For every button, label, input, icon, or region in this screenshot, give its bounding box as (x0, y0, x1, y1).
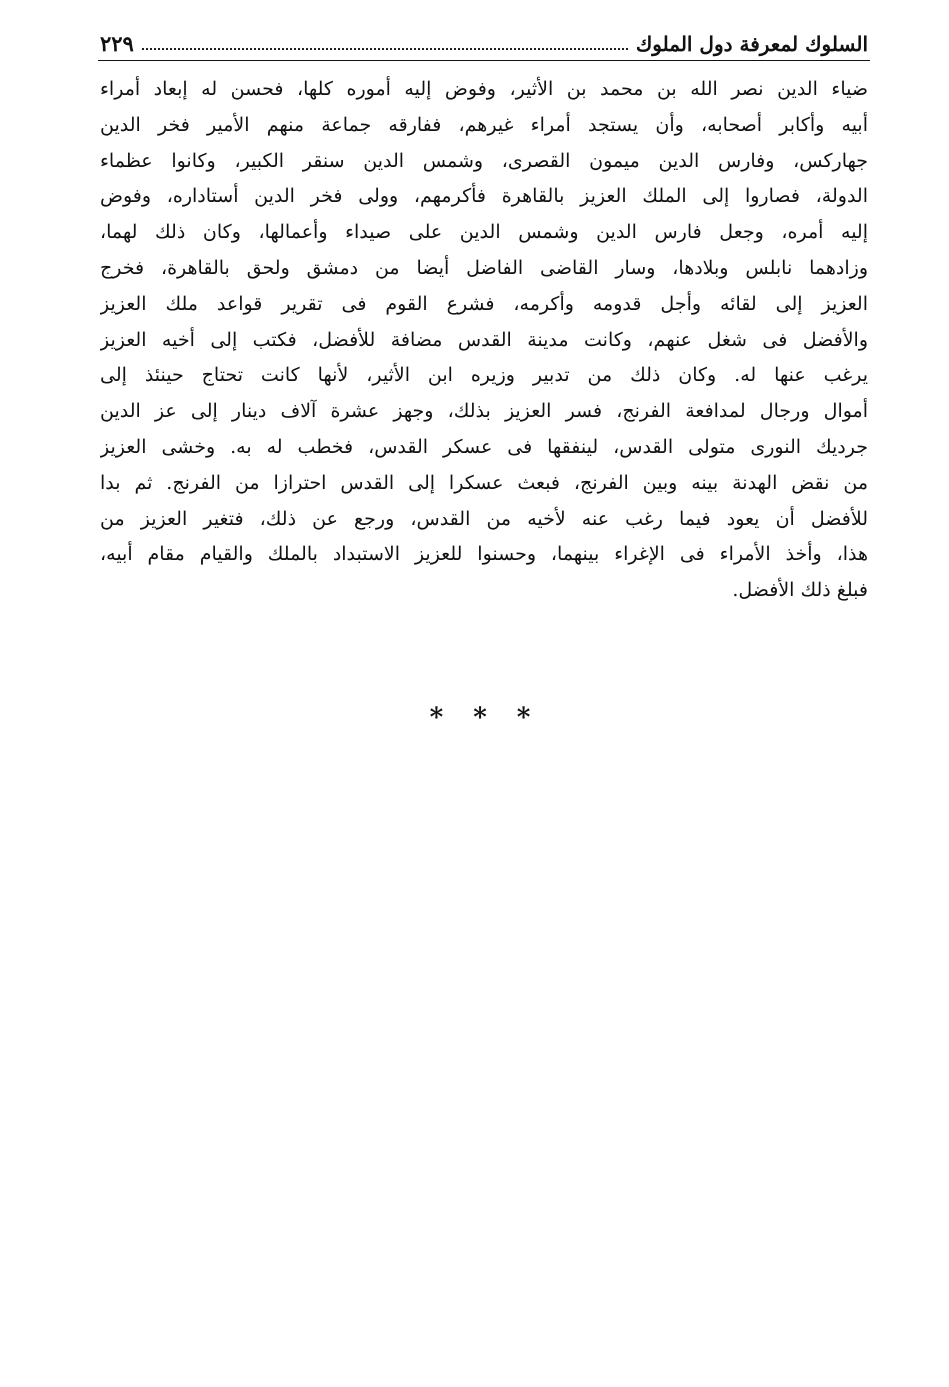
text-line: العزيز إلى لقائه وأجل قدومه وأكرمه، فشرع القوم فى تقرير قواعد ملك العزيز (100, 292, 868, 315)
page-number: ٢٢٩ (100, 31, 134, 56)
text-line: من نقض الهدنة بينه وبين الفرنج، فبعث عسكرا إلى القدس احترازا من الفرنج. ثم بدا (100, 471, 868, 494)
text-line: إليه أمره، وجعل فارس الدين وشمس الدين على صيداء وأعمالها، وكان ذلك لهما، (100, 221, 868, 244)
text-line: والأفضل فى شغل عنهم، وكانت مدينة القدس مضافة للأفضل، فكتب إلى أخيه العزيز (100, 328, 868, 351)
text-line: جرديك النورى متولى القدس، لينفقها فى عسكر القدس، فخطب له به. وخشى العزيز (100, 435, 868, 458)
text-line: الدولة، فصاروا إلى الملك العزيز بالقاهرة فأكرمهم، وولى فخر الدين أستاداره، وفوض (100, 185, 868, 208)
body-text (100, 72, 868, 609)
text-line: ضياء الدين نصر الله بن محمد بن الأثير، وفوض إليه أموره كلها، فحسن له إبعاد أمراء (100, 78, 868, 100)
text-line: يرغب عنها له. وكان ذلك من تدبير وزيره ابن الأثير، لأنها كانت تحتاج حينئذ إلى (100, 364, 868, 387)
text-line: أموال ورجال لمدافعة الفرنج، فسر العزيز بذلك، وجهز عشرة آلاف دينار إلى عز الدين (100, 400, 868, 423)
header-rule (98, 60, 870, 61)
page-header (100, 22, 868, 56)
text-line: للأفضل أن يعود فيما رغب عنه لأخيه من القدس، ورجع عن ذلك، فتغير العزيز من (100, 507, 868, 530)
text-line: هذا، وأخذ الأمراء فى الإغراء بينهما، وحسنوا للعزيز الاستبداد بالملك والقيام مقام أبيه، (100, 543, 868, 566)
asterisk-mark: * (516, 703, 531, 733)
text-line: جهاركس، وفارس الدين ميمون القصرى، وشمس الدين سنقر الكبير، وكانوا عظماء (100, 149, 868, 172)
asterisk-mark: * (429, 703, 444, 733)
text-line-last: فبلغ ذلك الأفضل. (732, 579, 868, 602)
section-separator (400, 700, 560, 736)
text-line: أبيه وأكابر أصحابه، وأن يستجد أمراء غيرهم، ففارقه جماعة منهم الأمير فخر الدين (100, 113, 868, 136)
text-line: وزادهما نابلس وبلادها، وسار القاضى الفاضل أيضا من دمشق ولحق بالقاهرة، فخرج (100, 256, 868, 279)
running-title: السلوك لمعرفة دول الملوك (635, 32, 868, 56)
dotted-leader (142, 47, 628, 50)
asterisk-mark: * (473, 703, 487, 733)
